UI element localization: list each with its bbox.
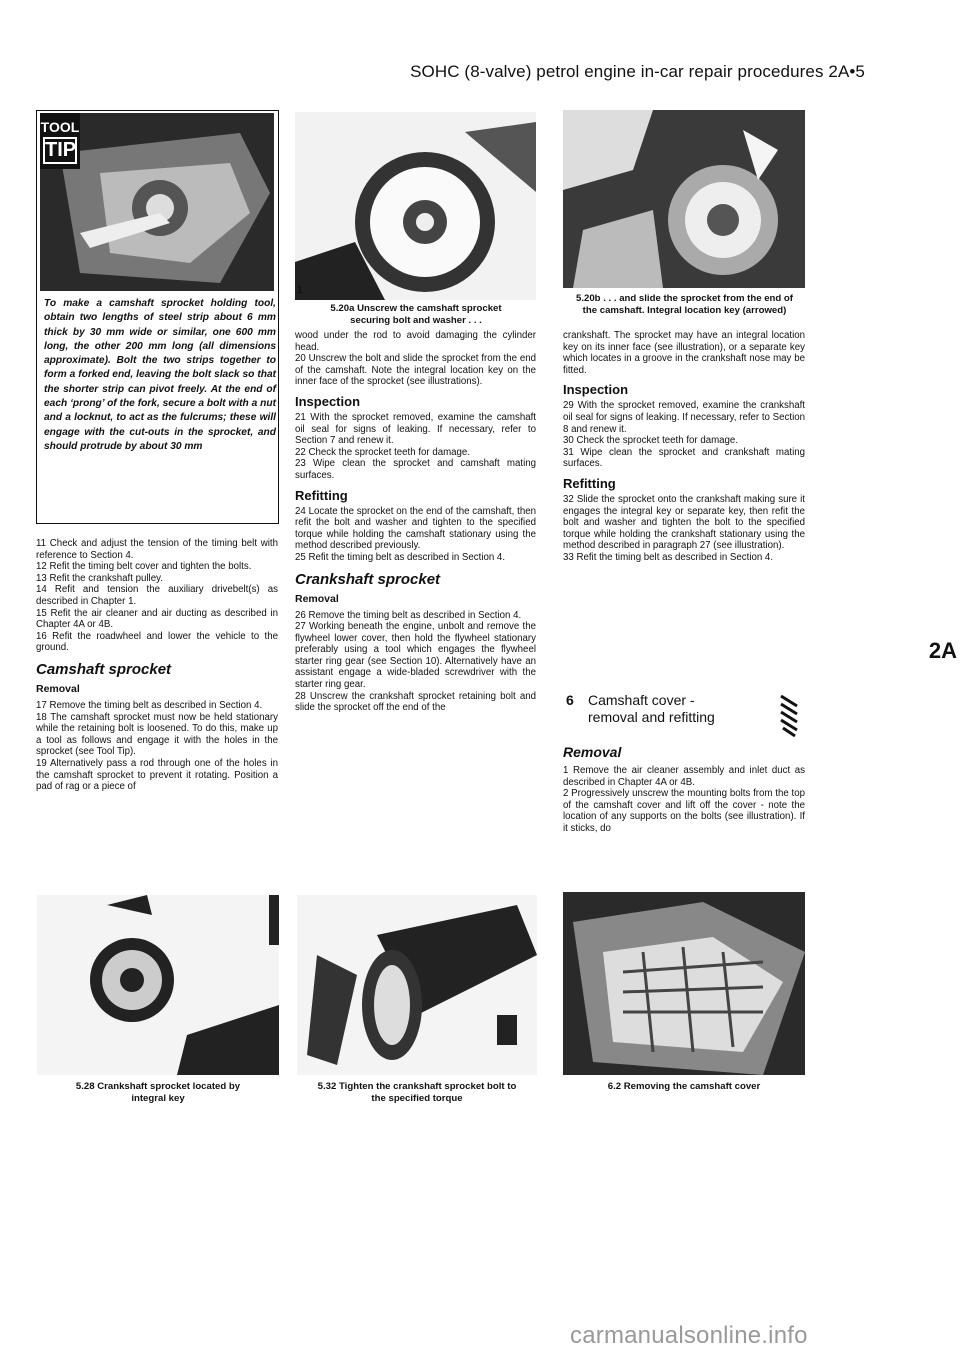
column-2 <box>295 330 536 714</box>
paragraph: 29 With the sprocket removed, examine the crankshaft oil seal for signs of leaking. If necessary, refer to Section 8 and renew it. <box>563 400 805 435</box>
spanner-rating-icon <box>777 692 801 738</box>
sub-heading: Removal <box>295 592 339 605</box>
paragraph: 21 With the sprocket removed, examine the camshaft oil seal for signs of leaking. If necessary, refer to Section 7 and renew it. <box>295 411 536 447</box>
section-number: 6 <box>566 692 574 708</box>
sub-heading: Removal <box>36 682 80 695</box>
caption-5-32: 5.32 Tighten the crankshaft sprocket bolt to the specified torque <box>317 1081 517 1104</box>
paragraph: 1 Remove the air cleaner assembly and inlet duct as described in Chapter 4A or 4B. <box>563 765 805 788</box>
paragraph: 24 Locate the sprocket on the end of the camshaft, then refit the bolt and washer and tighten to the specified torque while holding the camshaft stationary using the method described previously. <box>295 505 536 552</box>
watermark: carmanualsonline.info <box>570 1322 808 1349</box>
photo-5-20a <box>295 112 536 300</box>
paragraph: 22 Check the sprocket teeth for damage. <box>295 446 471 458</box>
photo-5-32 <box>297 895 537 1075</box>
paragraph: 25 Refit the timing belt as described in Section 4. <box>295 551 506 563</box>
paragraph: 2 Progressively unscrew the mounting bolts from the top of the camshaft cover and lift off the cover - note the location of any supports on the bolts (see illustration). If it sticks, do <box>563 788 805 834</box>
photo-5-28 <box>37 895 279 1075</box>
page-header: SOHC (8-valve) petrol engine in-car repair procedures 2A•5 <box>410 62 865 81</box>
paragraph: 19 Alternatively pass a rod through one of the holes in the camshaft sprocket to prevent it rotating. Position a pad of rag or a piece of <box>36 757 278 793</box>
paragraph: 31 Wipe clean the sprocket and crankshaft mating surfaces. <box>563 446 805 470</box>
photo-6-2 <box>563 892 805 1075</box>
paragraph: 17 Remove the timing belt as described in Section 4. <box>36 699 263 711</box>
paragraph: 11 Check and adjust the tension of the timing belt with reference to Section 4. <box>36 538 278 561</box>
column-1 <box>36 538 278 793</box>
paragraph: 23 Wipe clean the sprocket and camshaft mating surfaces. <box>295 458 536 481</box>
photo-5-20b <box>563 110 805 288</box>
sub-heading: Removal <box>563 744 622 760</box>
section-heading: Crankshaft sprocket <box>295 570 441 588</box>
sub-heading: Refitting <box>295 487 348 503</box>
paragraph: 26 Remove the timing belt as described in Section 4. <box>295 609 522 621</box>
paragraph: 18 The camshaft sprocket must now be held stationary while the retaining bolt is loosened. To do this, make up a tool as follows and engage it with the holes in the sprocket (see Tool Tip). <box>36 711 278 758</box>
caption-5-28: 5.28 Crankshaft sprocket located by integral key <box>75 1081 241 1104</box>
tool-tip-text: To make a camshaft sprocket holding tool, obtain two lengths of steel strip about 6 mm thick by 30 mm wide or similar, one 600 mm long, the other 200 mm long (all dimensions approximate). Bolt the two strips together to form a forked end, leaving the bolt slack so that the shorter strip can pivot freely. At the end of each ‘prong’ of the fork, secure a bolt with a nut and a locknut, to act as the fulcrums; these will engage with the cut-outs in the sprocket, and should protrude by about 30 mm <box>44 298 276 452</box>
paragraph: 12 Refit the timing belt cover and tighten the bolts. <box>36 561 252 573</box>
sub-heading: Inspection <box>563 382 629 398</box>
paragraph: 28 Unscrew the crankshaft sprocket retaining bolt and slide the sprocket off the end of the <box>295 690 536 714</box>
paragraph: 32 Slide the sprocket onto the crankshaft making sure it engages the integral key or separate key, then refit the bolt and washer and tighten the bolt to the specified torque while holding the crankshaft stationary using the method described in paragraph 27 (see illustration). <box>563 493 805 552</box>
paragraph: 20 Unscrew the bolt and slide the sprocket from the end of the camshaft. Note the integral location key on the inner face of the sprocket (see illustrations). <box>295 353 536 388</box>
photo-number: 1 <box>297 285 303 296</box>
paragraph: crankshaft. The sprocket may have an integral location key on its inner face (see illustration), or a separate key which locates in a groove in the crankshaft nose may be fitted. <box>563 330 805 376</box>
paragraph: 15 Refit the air cleaner and air ducting as described in Chapter 4A or 4B. <box>36 607 278 631</box>
paragraph: 30 Check the sprocket teeth for damage. <box>563 435 739 447</box>
caption-6-2: 6.2 Removing the camshaft cover <box>607 1081 761 1092</box>
paragraph: 33 Refit the timing belt as described in Section 4. <box>563 551 774 563</box>
sub-heading: Inspection <box>295 393 361 409</box>
paragraph: wood under the rod to avoid damaging the cylinder head. <box>295 330 536 353</box>
paragraph: 14 Refit and tension the auxiliary drivebelt(s) as described in Chapter 1. <box>36 584 278 607</box>
tool-tip-logo <box>40 113 80 169</box>
tool-tip-logo-line1: TOOL <box>40 119 80 135</box>
paragraph: 13 Refit the crankshaft pulley. <box>36 572 163 584</box>
column-3-section-6 <box>563 737 805 835</box>
chapter-side-tab: 2A <box>928 638 957 663</box>
sub-heading: Refitting <box>563 475 616 491</box>
tool-tip-logo-line2: TIP <box>43 137 77 164</box>
caption-5-20b: 5.20b . . . and slide the sprocket from the end of the camshaft. Integral location key (arrowed) <box>576 293 793 316</box>
paragraph: 27 Working beneath the engine, unbolt and remove the flywheel lower cover, then hold the flywheel stationary preferably using a tool which engages the flywheel starter ring gear (see Section 10). Alternatively have an assistant engage a wide-bladed screwdriver with the starter ring gear. <box>295 621 536 691</box>
section-title: Camshaft cover - removal and refitting <box>588 692 715 725</box>
column-3 <box>563 330 805 564</box>
paragraph: 16 Refit the roadwheel and lower the vehicle to the ground. <box>36 630 278 654</box>
caption-5-20a: 5.20a Unscrew the camshaft sprocket securing bolt and washer . . . <box>330 303 502 326</box>
section-heading: Camshaft sprocket <box>36 660 172 678</box>
